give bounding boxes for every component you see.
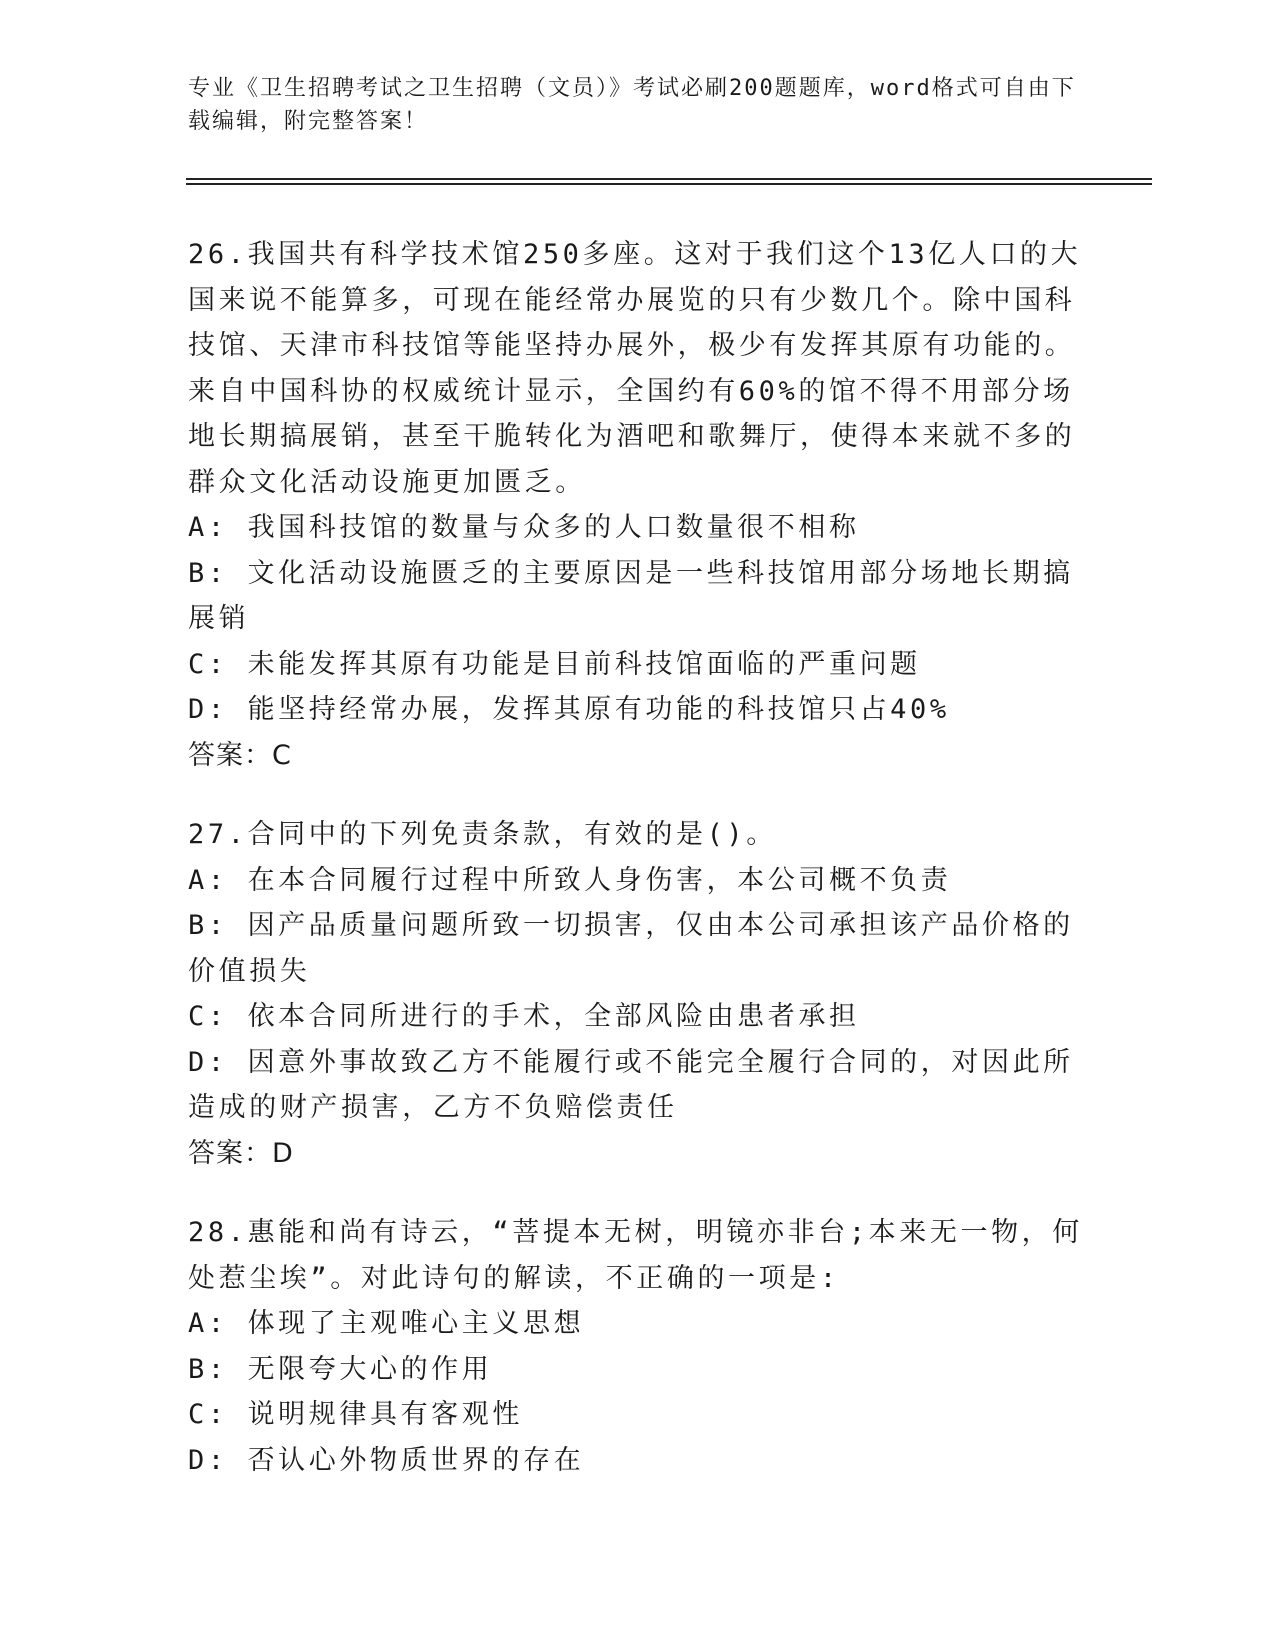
question-28 xyxy=(188,1210,1088,1483)
option-d: D: 能坚持经常办展，发挥其原有功能的科技馆只占40% xyxy=(188,694,950,725)
option-b: B: 无限夸大心的作用 xyxy=(188,1353,493,1385)
option-c: C: 说明规律具有客观性 xyxy=(188,1399,523,1430)
option-a: A: 体现了主观唯心主义思想 xyxy=(188,1308,585,1339)
answer-label: 答案：D xyxy=(188,1137,294,1169)
option-d: D: 因意外事故致乙方不能履行或不能完全履行合同的，对因此所造成的财产损害，乙方不负赔偿责任 xyxy=(188,1046,1074,1123)
answer-label: 答案：C xyxy=(188,739,292,771)
question-stem: 26.我国共有科学技术馆250多座。这对于我们这个13亿人口的大国来说不能算多，可现在能经常办展览的只有少数几个。除中国科技馆、天津市科技馆等能坚持办展外，极少有发挥其原有功能的。来自中国科协的权威统计显示，全国约有60%的馆不得不用部分场地长期搞展销，甚至干脆转化为酒吧和歌舞厅，使得本来就不多的群众文化活动设施更加匮乏。 xyxy=(188,239,1082,498)
question-list xyxy=(188,232,1088,1517)
option-b: B: 因产品质量问题所致一切损害，仅由本公司承担该产品价格的价值损失 xyxy=(188,910,1074,987)
question-27 xyxy=(188,812,1088,1176)
option-d: D: 否认心外物质世界的存在 xyxy=(188,1444,585,1476)
question-stem: 28.惠能和尚有诗云，“菩提本无树，明镜亦非台;本来无一物，何处惹尘埃”。对此诗句的解读，不正确的一项是: xyxy=(188,1217,1083,1294)
header-divider-bottom xyxy=(186,183,1152,185)
document-header: 专业《卫生招聘考试之卫生招聘（文员）》考试必刷200题题库，word格式可自由下载编辑，附完整答案！ xyxy=(188,76,1076,134)
question-26 xyxy=(188,232,1088,778)
header-divider-top xyxy=(186,178,1152,180)
question-stem: 27.合同中的下列免责条款，有效的是()。 xyxy=(188,819,777,850)
option-c: C: 未能发挥其原有功能是目前科技馆面临的严重问题 xyxy=(188,648,921,680)
option-c: C: 依本合同所进行的手术，全部风险由患者承担 xyxy=(188,1001,860,1032)
option-b: B: 文化活动设施匮乏的主要原因是一些科技馆用部分场地长期搞展销 xyxy=(188,557,1074,634)
option-a: A: 我国科技馆的数量与众多的人口数量很不相称 xyxy=(188,512,860,543)
option-a: A: 在本合同履行过程中所致人身伤害，本公司概不负责 xyxy=(188,864,952,896)
